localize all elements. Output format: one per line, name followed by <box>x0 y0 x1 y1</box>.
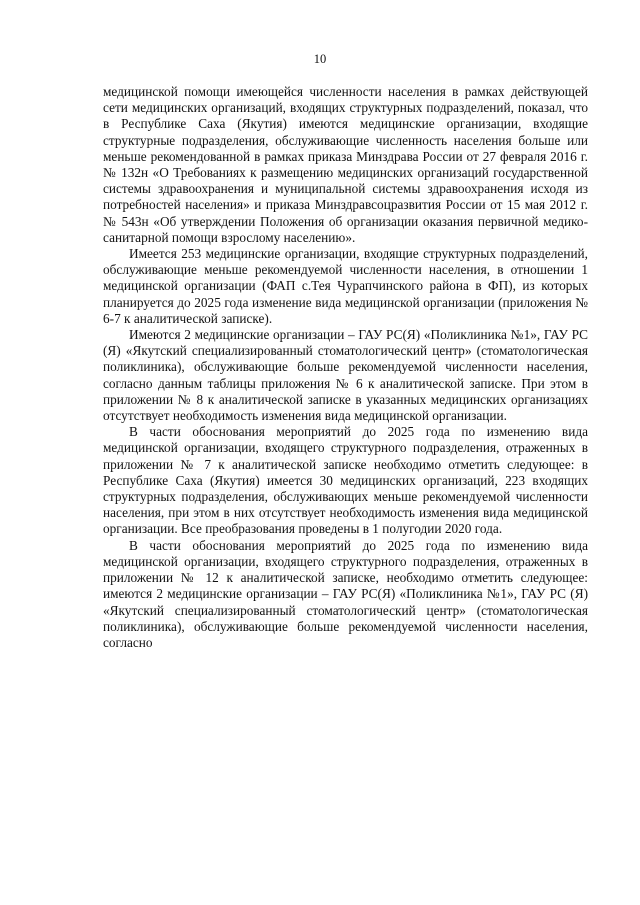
page-number: 10 <box>313 52 327 66</box>
paragraph-2: Имеется 253 медицинские организации, входящие структурных подразделений, обслуживающие меньше рекомендуемой численности населения, в отношении 1 медицинской организации (ФАП с.Тея Чурапчинского района в ФП), из которых планируется до 2025 года изменение вида медицинской организации (приложения № 6-7 к аналитической записке). <box>103 246 588 326</box>
document-body <box>103 84 588 651</box>
paragraph-4: В части обоснования мероприятий до 2025 года по изменению вида медицинской организации, входящего структурного подразделения, отраженных в приложении № 7 к аналитической записке необходимо отметить следующее: в Республике Саха (Якутия) имеется 30 медицинских организаций, 223 входящих структурных подразделения, обслуживающих меньше рекомендуемой численности населения, при этом в них отсутствует необходимость изменения вида медицинской организации. Все преобразования проведены в 1 полугодии 2020 года. <box>103 424 588 537</box>
paragraph-1: медицинской помощи имеющейся численности населения в рамках действующей сети медицинских организаций, входящих структурных подразделений, показал, что в Республике Саха (Якутия) имеются медицинские организации, входящие структурные подразделения, обслуживающие численность населения больше или меньше рекомендованной в рамках приказа Минздрава России от 27 февраля 2016 г. № 132н «О Требованиях к размещению медицинских организаций государственной системы здравоохранения и муниципальной системы здравоохранения исходя из потребностей населения» и приказа Минздравсоцразвития России от 15 мая 2012 г. № 543н «Об утверждении Положения об организации оказания первичной медико-санитарной помощи взрослому населению». <box>103 84 588 245</box>
paragraph-5: В части обоснования мероприятий до 2025 года по изменению вида медицинской организации, входящего структурного подразделения, отраженных в приложении № 12 к аналитической записке, необходимо отметить следующее: имеются 2 медицинские организации – ГАУ РС(Я) «Поликлиника №1», ГАУ РС (Я) «Якутский специализированный стоматологический центр» (стоматологическая поликлиника), обслуживающие больше рекомендуемой численности населения, согласно <box>103 537 588 650</box>
paragraph-3: Имеются 2 медицинские организации – ГАУ РС(Я) «Поликлиника №1», ГАУ РС (Я) «Якутский специализированный стоматологический центр» (стоматологическая поликлиника), обслуживающие больше рекомендуемой численности населения, согласно данным таблицы приложения № 6 к аналитической записке. При этом в приложении № 8 к аналитической записке в указанных медицинских организациях отсутствует необходимость изменения вида медицинской организации. <box>103 327 588 424</box>
